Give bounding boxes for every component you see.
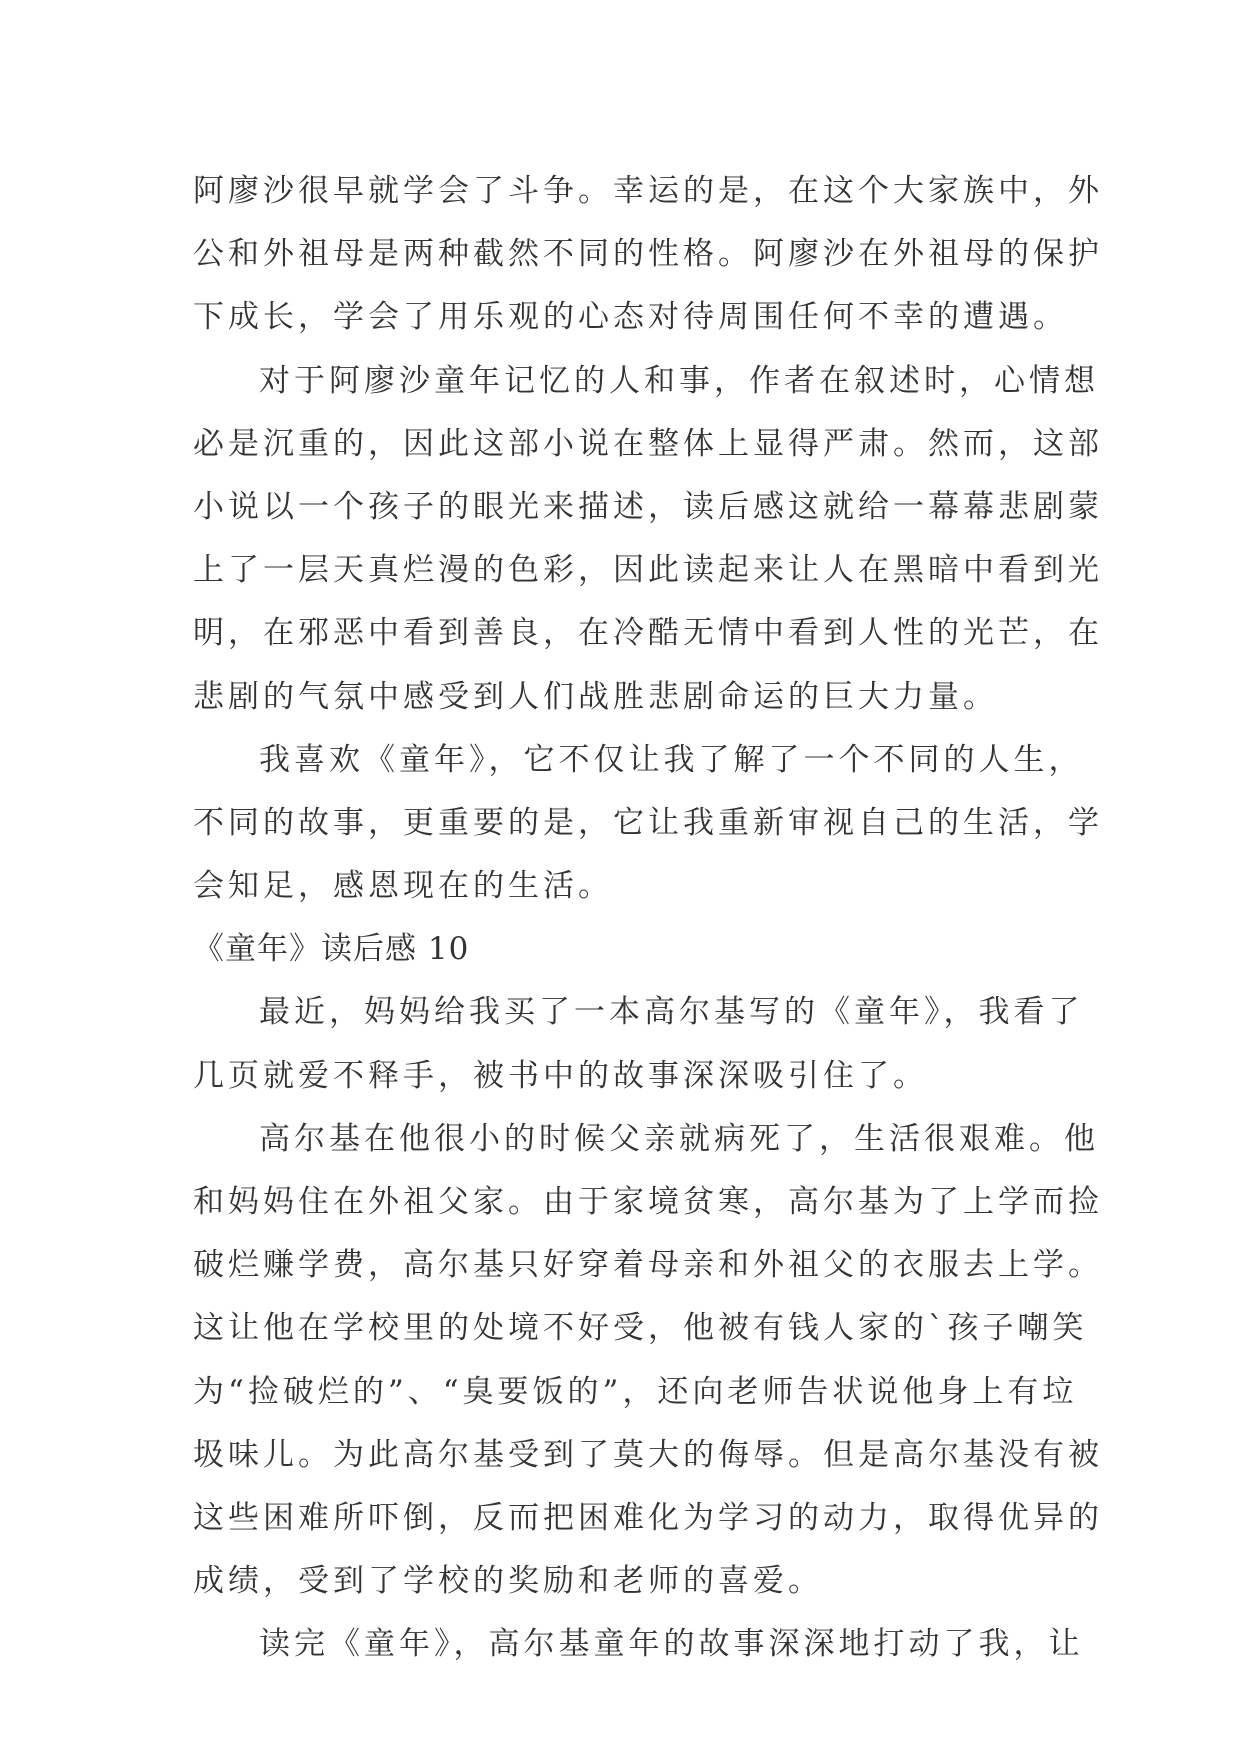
paragraph-start-line: 对于阿廖沙童年记忆的人和事，作者在叙述时，心情想 [259,362,1099,399]
text-line: 这让他在学校里的处境不好受，他被有钱人家的`孩子嘲笑 [193,1310,1088,1347]
section-heading: 《童年》读后感 10 [193,931,470,968]
text-line: 不同的故事，更重要的是，它让我重新审视自己的生活，学 [193,804,1103,841]
paragraph-start-line: 最近，妈妈给我买了一本高尔基写的《童年》，我看了 [259,994,1084,1031]
text-line: 为“捡破烂的”、“臭要饭的”，还向老师告状说他身上有垃 [193,1373,1078,1410]
text-line: 和妈妈住在外祖父家。由于家境贫寒，高尔基为了上学而捡 [193,1184,1103,1220]
text-line: 这些困难所吓倒，反而把困难化为学习的动力，取得优异的 [193,1499,1103,1536]
paragraph-start-line: 我喜欢《童年》，它不仅让我了解了一个不同的人生， [259,741,1084,778]
text-line: 会知足，感恩现在的生活。 [193,868,613,905]
text-line: 上了一层天真烂漫的色彩，因此读起来让人在黑暗中看到光 [193,552,1103,589]
text-line: 破烂赚学费，高尔基只好穿着母亲和外祖父的衣服去上学。 [193,1247,1103,1284]
text-line: 悲剧的气氛中感受到人们战胜悲剧命运的巨大力量。 [193,678,998,715]
document-body [193,160,1103,1677]
text-line: 下成长，学会了用乐观的心态对待周围任何不幸的遭遇。 [193,299,1068,336]
text-line: 明，在邪恶中看到善良，在冷酷无情中看到人性的光芒，在 [193,615,1103,652]
text-line: 成绩，受到了学校的奖励和老师的喜爱。 [193,1563,823,1600]
text-line: 小说以一个孩子的眼光来描述，读后感这就给一幕幕悲剧蒙 [193,488,1103,525]
text-line: 阿廖沙很早就学会了斗争。幸运的是，在这个大家族中，外 [193,173,1103,209]
text-line: 几页就爱不释手，被书中的故事深深吸引住了。 [193,1057,928,1094]
text-line: 必是沉重的，因此这部小说在整体上显得严肃。然而，这部 [193,425,1103,462]
text-line: 公和外祖母是两种截然不同的性格。阿廖沙在外祖母的保护 [193,236,1103,273]
paragraph-start-line: 高尔基在他很小的时候父亲就病死了，生活很艰难。他 [259,1120,1099,1157]
paragraph-start-line: 读完《童年》，高尔基童年的故事深深地打动了我，让 [259,1626,1084,1663]
text-line: 圾味儿。为此高尔基受到了莫大的侮辱。但是高尔基没有被 [193,1436,1103,1473]
